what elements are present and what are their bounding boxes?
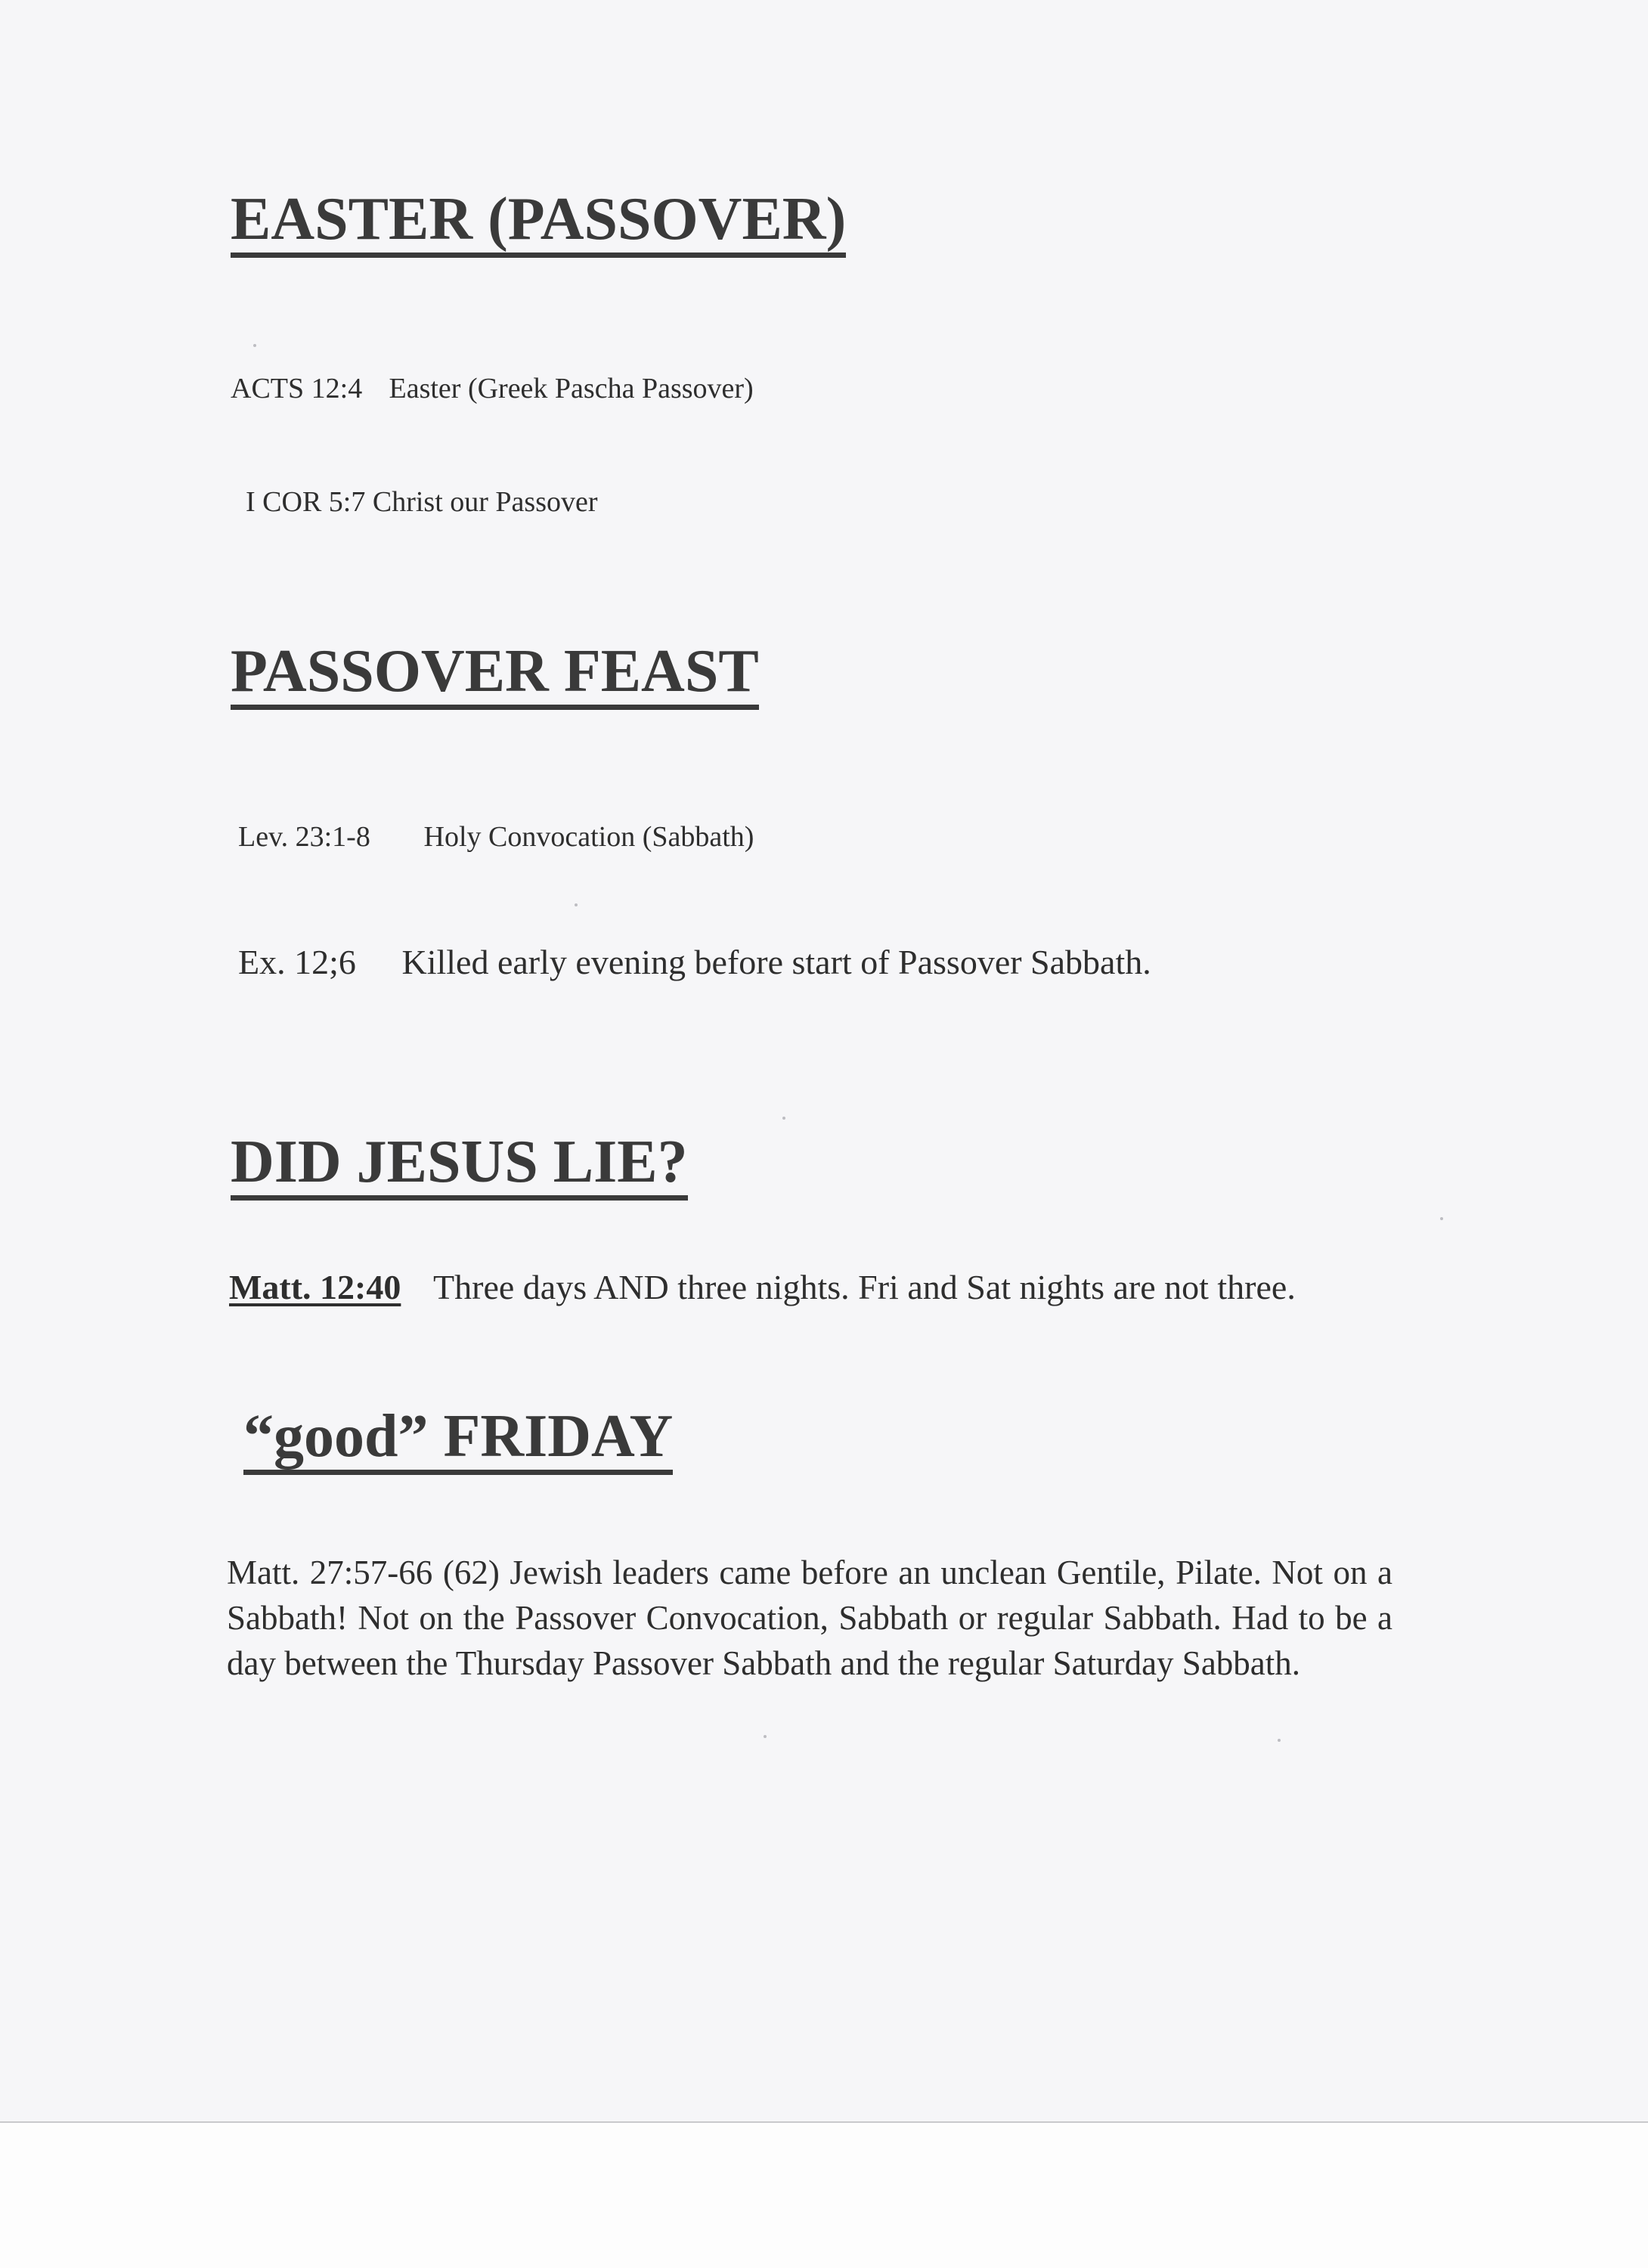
line-ex-12-6 [238,945,1151,980]
scan-speck [575,903,578,906]
scripture-ref: Ex. 12;6 [238,943,356,981]
scan-speck [764,1735,767,1738]
line-acts-12-4 [231,374,754,403]
line-text: Killed early evening before start of Passover Sabbath. [401,943,1151,981]
page-bottom-edge [0,2121,1648,2123]
scripture-ref: ACTS 12:4 [231,373,363,404]
scan-speck [253,344,256,347]
line-text: Easter (Greek Pascha Passover) [389,373,754,404]
heading-easter-passover: EASTER (PASSOVER) [231,189,846,258]
line-i-cor-5-7: I COR 5:7 Christ our Passover [246,486,598,518]
scan-speck [1440,1217,1443,1220]
scan-speck [782,1117,785,1120]
paragraph-matt-27-57-66: Matt. 27:57-66 (62) Jewish leaders came before an unclean Gentile, Pilate. Not on a Sabbath! Not on the Passover Convocation, Sabbath or regular Sabbath. Had to be a day between the Thursday Passover Sabbath and the regular Saturday Sabbath. [227,1554,1392,1682]
line-text: Three days AND three nights. Fri and Sat nights are not three. [433,1268,1296,1306]
heading-good-friday: “good” FRIDAY [243,1406,673,1475]
scripture-ref: Matt. 12:40 [229,1268,401,1306]
scripture-ref: Lev. 23:1-8 [238,821,370,853]
heading-did-jesus-lie: DID JESUS LIE? [231,1132,688,1201]
line-lev-23-1-8 [238,823,754,851]
scan-speck [1278,1739,1281,1742]
line-text: Holy Convocation (Sabbath) [423,821,754,853]
heading-passover-feast: PASSOVER FEAST [231,641,759,710]
line-matt-12-40 [229,1270,1296,1305]
